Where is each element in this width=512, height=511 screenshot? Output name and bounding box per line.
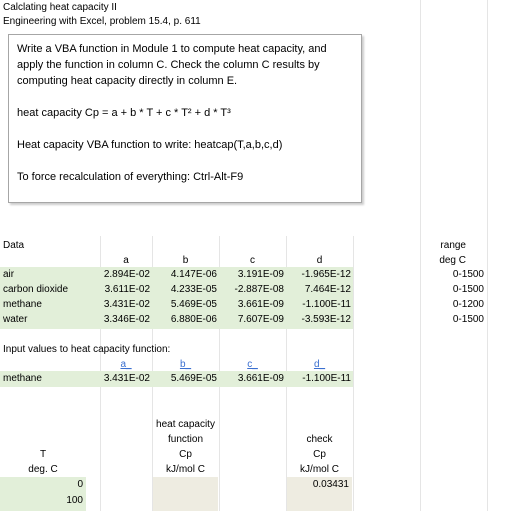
sheet-title[interactable]: Calclating heat capacity II xyxy=(3,2,117,13)
grid-col-line xyxy=(487,0,488,511)
cell-air-d[interactable]: -1.965E-12 xyxy=(301,269,351,280)
col-header-d[interactable]: d xyxy=(316,255,323,266)
cell-co2-a[interactable]: 3.611E-02 xyxy=(104,284,150,295)
input-header-b[interactable]: b_ xyxy=(179,359,192,370)
hc-unit[interactable]: kJ/mol C xyxy=(166,464,205,475)
cell-air-b[interactable]: 4.147E-06 xyxy=(170,269,217,280)
input-row-name[interactable]: methane xyxy=(3,373,42,384)
cell-air-a[interactable]: 2.894E-02 xyxy=(103,269,150,280)
input-label[interactable]: Input values to heat capacity function: xyxy=(3,344,171,355)
row-name-water[interactable]: water xyxy=(3,314,28,325)
check-header-1[interactable]: check xyxy=(306,434,333,445)
range-unit[interactable]: deg C xyxy=(439,255,466,266)
cell-co2-c[interactable]: -2.887E-08 xyxy=(234,284,284,295)
input-header-a[interactable]: a_ xyxy=(120,359,132,370)
cell-water-d[interactable]: -3.593E-12 xyxy=(301,314,351,325)
cell-co2-range[interactable]: 0-1500 xyxy=(452,284,484,295)
col-header-b[interactable]: b xyxy=(182,255,189,266)
cell-methane-range[interactable]: 0-1200 xyxy=(452,299,484,310)
input-header-d[interactable]: d_ xyxy=(313,359,326,370)
input-cell-a[interactable]: 3.431E-02 xyxy=(103,373,150,384)
range-header[interactable]: range xyxy=(440,240,466,251)
hc-header-3[interactable]: Cp xyxy=(179,449,192,460)
t-value-0[interactable]: 0 xyxy=(77,479,83,490)
instructions-line-2: apply the function in column C. Check the column C results by xyxy=(17,59,320,71)
row-name-air[interactable]: air xyxy=(3,269,15,280)
cell-water-b[interactable]: 6.880E-06 xyxy=(170,314,217,325)
t-unit[interactable]: deg. C xyxy=(28,464,58,475)
hc-header-2[interactable]: function xyxy=(167,434,204,445)
input-cell-b[interactable]: 5.469E-05 xyxy=(170,373,217,384)
cell-co2-b[interactable]: 4.233E-05 xyxy=(170,284,217,295)
data-label[interactable]: Data xyxy=(3,240,25,251)
col-header-a[interactable]: a xyxy=(123,255,129,266)
col-header-c[interactable]: c xyxy=(250,255,255,266)
cell-co2-d[interactable]: 7.464E-12 xyxy=(304,284,351,295)
instructions-line-3: computing heat capacity directly in column E. xyxy=(17,75,238,87)
cell-methane-d[interactable]: -1.100E-11 xyxy=(302,299,351,310)
cell-methane-c[interactable]: 3.661E-09 xyxy=(237,299,284,310)
hc-header-1[interactable]: heat capacity xyxy=(156,419,215,430)
row-name-carbon-dioxide[interactable]: carbon dioxide xyxy=(3,284,69,295)
vba-function-text: Heat capacity VBA function to write: heatcap(T,a,b,c,d) xyxy=(17,139,283,151)
input-cell-d[interactable]: -1.100E-11 xyxy=(302,373,351,384)
instructions-line-1: Write a VBA function in Module 1 to compute heat capacity, and xyxy=(17,43,327,55)
check-header-2[interactable]: Cp xyxy=(313,449,326,460)
input-header-c[interactable]: c_ xyxy=(247,359,258,370)
cell-air-c[interactable]: 3.191E-09 xyxy=(237,269,284,280)
input-cell-c[interactable]: 3.661E-09 xyxy=(237,373,284,384)
t-value-100[interactable]: 100 xyxy=(66,495,83,506)
cell-water-c[interactable]: 7.607E-09 xyxy=(237,314,284,325)
grid-col-line xyxy=(353,236,354,511)
cell-air-range[interactable]: 0-1500 xyxy=(452,269,484,280)
cell-water-range[interactable]: 0-1500 xyxy=(452,314,484,325)
check-unit[interactable]: kJ/mol C xyxy=(300,464,339,475)
t-header[interactable]: T xyxy=(39,449,47,460)
formula-text: heat capacity Cp = a + b * T + c * T² + d * T³ xyxy=(17,107,231,119)
row-name-methane[interactable]: methane xyxy=(3,299,42,310)
check-value-0[interactable]: 0.03431 xyxy=(312,479,349,490)
cell-methane-a[interactable]: 3.431E-02 xyxy=(103,299,150,310)
cell-water-a[interactable]: 3.346E-02 xyxy=(103,314,150,325)
sheet-subtitle[interactable]: Engineering with Excel, problem 15.4, p. 611 xyxy=(3,16,201,27)
cell-methane-b[interactable]: 5.469E-05 xyxy=(170,299,217,310)
recalc-text: To force recalculation of everything: Ctrl-Alt-F9 xyxy=(17,171,244,183)
instructions-textbox[interactable] xyxy=(8,34,362,203)
hc-function-output-cells[interactable] xyxy=(153,477,218,511)
